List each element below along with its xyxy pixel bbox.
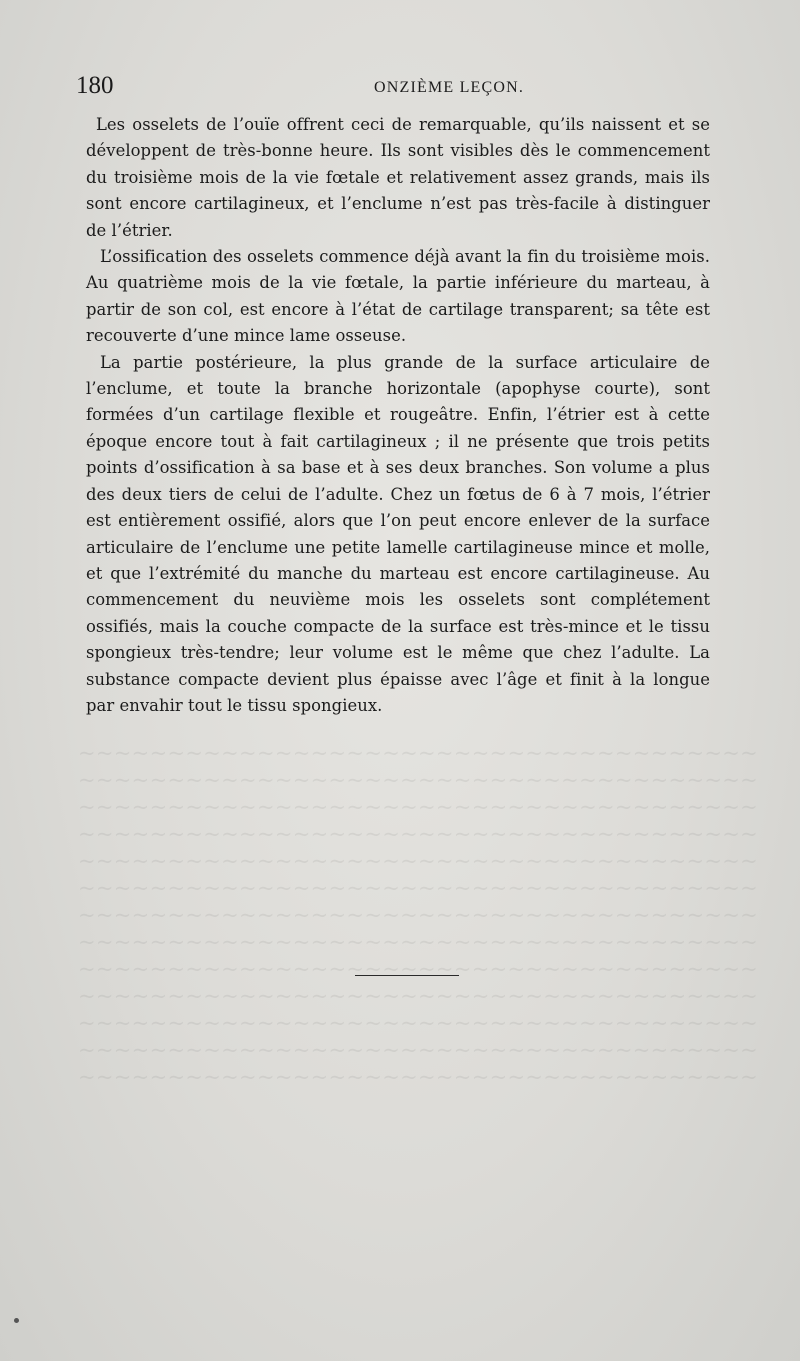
paragraph: L’ossification des osselets commence déjà avant la fin du troisième mois. Au quatrième mois de la vie fœtale, la partie inférieure du marteau, à partir de son col, est encore à l’état de cartilage transparent; sa tête est recouverte d’une mince lame osseuse. xyxy=(86,247,710,346)
show-through-text: ~~~~~~~~~~~~~~~~~~~~~~~~~~~~~~~~~~~~~~ ~~~~~~~~~~~~~~~~~~~~~~~~~~~~~~~~~~~~~~ ~~~~~~~~~~~~~~~~~~~~~~~~~~~~~~~~~~~~~~ ~~~~~~~~~~~~~~~~~~~~~~~~~~~~~~~~~~~~~~ ~~~~~~~~~~~~~~~~~~~~~~~~~~~~~~~~~~~~~~ ~~~~~~~~~~~~~~~~~~~~~~~~~~~~~~~~~~~~~~ ~~~~~~~~~~~~~~~~~~~~~~~~~~~~~~~~~~~~~~ ~~~~~~~~~~~~~~~~~~~~~~~~~~~~~~~~~~~~~~ ~~~~~~~~~~~~~~~~~~~~~~~~~~~~~~~~~~~~~~ ~~~~~~~~~~~~~~~~~~~~~~~~~~~~~~~~~~~~~~ ~~~~~~~~~~~~~~~~~~~~~~~~~~~~~~~~~~~~~~ ~~~~~~~~~~~~~~~~~~~~~~~~~~~~~~~~~~~~~~ ~~~~~~~~~~~~~~~~~~~~~~~~~~~~~~~~~~~~~~ xyxy=(78,741,759,1089)
page-number: 180 xyxy=(76,72,114,99)
section-divider xyxy=(355,975,459,976)
running-head: ONZIÈME LEÇON. xyxy=(374,79,525,96)
paragraph: La partie postérieure, la plus grande de la surface articulaire de l’enclume, et toute la branche horizontale (apophyse courte), sont formées d’un cartilage flexible et rougeâtre. Enfin, l’étrier est à cette époque encore tout à fait cartilagineux ; il ne présente que trois petits points d’ossification à sa base et à ses deux branches. Son volume a plus des deux tiers de celui de l’adulte. Chez un fœtus de 6 à 7 mois, l’étrier est entièrement ossifié, alors que l’on peut encore enlever de la surface articulaire de l’enclume une petite lamelle cartilagineuse mince et molle, et que l’extrémité du manche du marteau est encore cartilagineuse. Au commencement du neuvième mois les osselets sont complétement ossifiés, mais la couche compacte de la surface est très-mince et le tissu spongieux très-tendre; leur volume est le même que chez l’adulte. La substance compacte devient plus épaisse avec l’âge et finit à la longue par envahir tout le tissu spongieux. xyxy=(86,352,710,715)
paper-speck xyxy=(14,1318,19,1323)
body-text xyxy=(86,112,710,719)
paragraph: Les osselets de l’ouïe offrent ceci de remarquable, qu’ils naissent et se développent de très-bonne heure. Ils sont visibles dès le commencement du troisième mois de la vie fœtale et relativement assez grands, mais ils sont encore cartilagineux, et l’enclume n’est pas très-facile à distinguer de l’étrier. xyxy=(86,115,710,240)
page-header xyxy=(76,72,710,106)
